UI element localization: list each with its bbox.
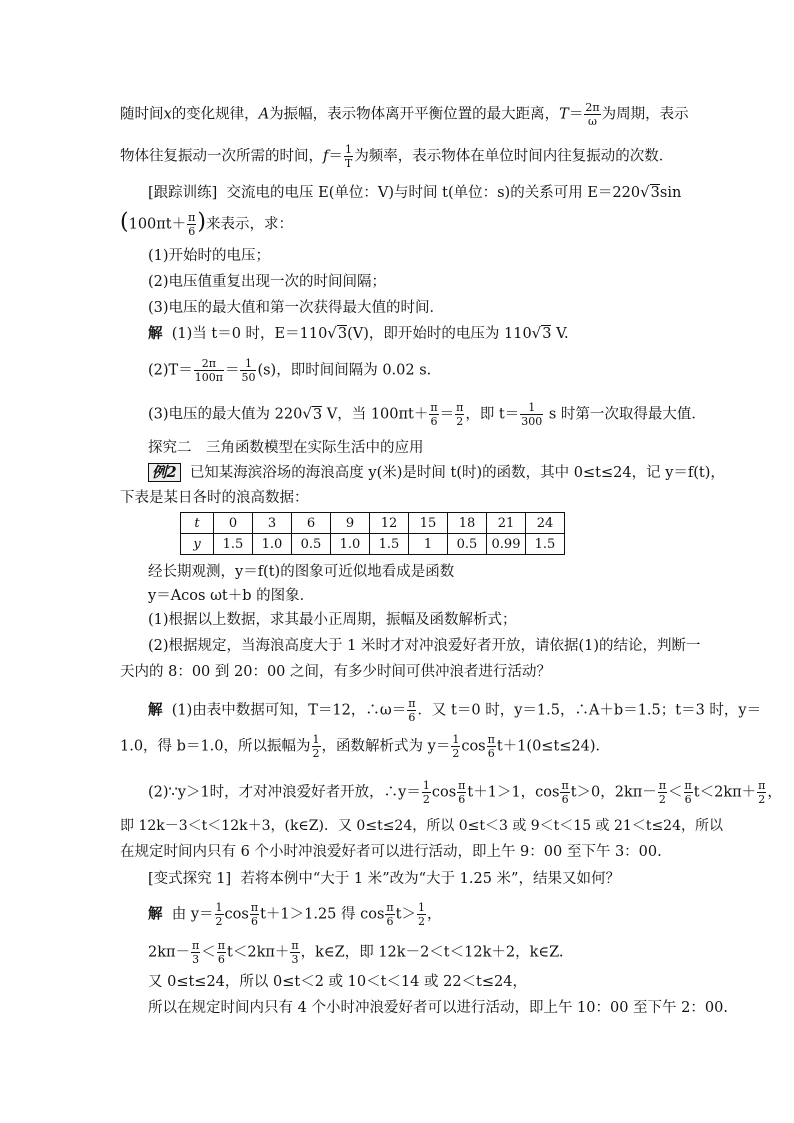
text: cos xyxy=(224,906,249,923)
text: t＜2kπ＋ xyxy=(693,784,757,801)
text: cos xyxy=(461,738,486,755)
text: sin xyxy=(659,185,682,201)
fraction-numerator: 1 xyxy=(240,358,256,371)
variant-1-question xyxy=(148,869,620,889)
table-header-cell: y xyxy=(181,534,214,555)
fraction-numerator: π xyxy=(456,401,464,414)
table-cell: 1 xyxy=(409,534,448,555)
fraction-denominator: 300 xyxy=(521,415,543,428)
text: ＝ xyxy=(224,362,240,379)
var-T: T xyxy=(559,106,569,123)
example-2-line-2: 下表是某日各时的浪高数据： xyxy=(120,490,309,506)
text: ．又 t＝0 时，y＝1.5，∴A＋b＝1.5；t＝3 时，y＝ xyxy=(417,702,762,719)
fraction xyxy=(217,940,226,965)
example-2-q1: (1)根据以上数据，求其最小正周期，振幅及函数解析式； xyxy=(148,612,517,628)
fraction xyxy=(520,402,543,427)
solution-label: 解 xyxy=(148,701,163,719)
text: 随时间 xyxy=(120,106,164,123)
fraction-denominator: T xyxy=(344,157,353,170)
fraction-denominator: 6 xyxy=(561,793,569,806)
text: 已知某海滨浴场的海浪高度 y(米)是时间 t(时)的函数，其中 0≤t≤24，记 y＝f(t)， xyxy=(189,465,725,481)
fraction-numerator: π xyxy=(192,939,200,952)
example-2-q2-line-2: 天内的 8：00 到 20：00 之间，有多少时间可供冲浪者进行活动？ xyxy=(120,664,552,680)
fraction-denominator: 6 xyxy=(386,915,394,928)
sqrt-value: 3 xyxy=(650,185,660,201)
fraction-numerator: π xyxy=(250,901,259,914)
paren-close: ) xyxy=(197,209,206,235)
fraction xyxy=(344,144,353,169)
text: t＜2kπ＋ xyxy=(227,944,290,961)
fraction-denominator: 2 xyxy=(758,793,766,806)
table-row xyxy=(181,534,565,555)
table-cell: 1.5 xyxy=(214,534,253,555)
fraction-numerator: π xyxy=(408,697,416,710)
table-cell: 0.5 xyxy=(448,534,487,555)
table-cell: 6 xyxy=(292,513,331,534)
fraction xyxy=(457,780,466,805)
fraction-numerator: π xyxy=(291,939,299,952)
fraction-denominator: 2 xyxy=(417,915,425,928)
fraction xyxy=(658,780,667,805)
radical-sign: √ xyxy=(302,404,312,423)
fraction xyxy=(487,734,496,759)
fraction-denominator: 6 xyxy=(458,793,466,806)
fraction-numerator: 1 xyxy=(520,402,543,415)
fraction-denominator: 2 xyxy=(456,415,464,428)
fraction-numerator: π xyxy=(458,779,466,792)
fraction-numerator: 1 xyxy=(452,733,460,746)
fraction-numerator: 2π xyxy=(194,358,224,371)
text: 100πt＋ xyxy=(128,216,187,233)
fraction xyxy=(215,902,224,927)
solution-label: 解 xyxy=(148,905,163,923)
fraction xyxy=(240,358,256,383)
fraction-numerator: π xyxy=(684,779,692,792)
table-cell: 18 xyxy=(448,513,487,534)
fraction-denominator: 2 xyxy=(422,793,430,806)
example-2-line-4: y＝Acos ωt＋b 的图象． xyxy=(148,588,315,604)
paren-open: ( xyxy=(120,209,129,235)
text: (3)电压的最大值为 220 xyxy=(148,406,303,423)
fraction xyxy=(757,780,766,805)
fraction-numerator: 1 xyxy=(345,143,353,156)
fraction-numerator: π xyxy=(386,901,394,914)
table-cell: 0.5 xyxy=(292,534,331,555)
training-sol3 xyxy=(148,402,706,427)
text: (1)当 t＝0 时，E＝110 xyxy=(171,326,328,342)
example-2-sol1-line-2 xyxy=(120,734,610,759)
text: t＞ xyxy=(395,906,416,923)
table-cell: 9 xyxy=(331,513,370,534)
fraction xyxy=(290,940,299,965)
table-cell: 0 xyxy=(214,513,253,534)
text: s 时第一次取得最大值． xyxy=(544,406,706,423)
fraction xyxy=(385,902,394,927)
text: ， xyxy=(426,906,442,923)
fraction xyxy=(455,402,464,427)
text: ＝ xyxy=(439,406,455,423)
training-line-1 xyxy=(148,182,681,203)
text: 1.0，得 b＝1.0，所以振幅为 xyxy=(120,738,311,755)
fraction-numerator: 1 xyxy=(422,779,430,792)
training-sol2 xyxy=(148,358,431,383)
example-2-sol1-line-1 xyxy=(148,698,761,723)
paragraph-1-line-2 xyxy=(120,144,673,169)
fraction xyxy=(560,780,569,805)
text: ＜ xyxy=(668,784,683,801)
fraction xyxy=(407,698,416,723)
text: (s)，即时间间隔为 0.02 s. xyxy=(257,362,432,379)
text: ， xyxy=(767,784,782,801)
fraction xyxy=(584,102,600,127)
fraction xyxy=(187,212,196,237)
example-2-sol2-line-3: 在规定时间内只有 6 个小时冲浪爱好者可以进行活动，即上午 9：00 至下午 3：00. xyxy=(120,844,662,860)
text: V，当 100πt＋ xyxy=(322,406,429,423)
example-2-line-1 xyxy=(148,463,725,483)
fraction xyxy=(429,402,438,427)
text: t＞0，2kπ－ xyxy=(570,784,657,801)
table-header-cell: t xyxy=(181,513,214,534)
training-sol1 xyxy=(148,323,569,344)
example-2-q2-line-1: (2)根据规定，当海浪高度大于 1 米时才对冲浪爱好者开放，请依据(1)的结论，判断一 xyxy=(148,638,701,654)
text: (2)T＝ xyxy=(148,362,193,379)
text: 来表示，求： xyxy=(205,216,293,233)
fraction-numerator: 1 xyxy=(417,901,425,914)
text: 为周期，表示 xyxy=(601,106,689,123)
text: ＝ xyxy=(568,106,584,123)
table-cell: 0.99 xyxy=(487,534,526,555)
radical-sign: √ xyxy=(531,324,542,342)
sqrt-value: 3 xyxy=(542,326,552,342)
text: 为频率，表示物体在单位时间内往复振动的次数． xyxy=(354,148,674,165)
training-q2: (2)电压值重复出现一次的时间间隔； xyxy=(148,274,387,290)
radical-sign: √ xyxy=(327,324,337,342)
text: ，即 t＝ xyxy=(465,406,520,423)
fraction-numerator: π xyxy=(561,779,569,792)
example-2-line-3: 经长期观测，y＝f(t)的图象可近似地看成是函数 xyxy=(148,564,455,580)
training-q3: (3)电压的最大值和第一次获得最大值的时间． xyxy=(148,300,445,316)
fraction-denominator: 3 xyxy=(192,953,200,966)
example-label: 例2 xyxy=(148,463,181,482)
fraction xyxy=(194,358,224,383)
table-cell: 1.0 xyxy=(331,534,370,555)
table-cell: 1.5 xyxy=(526,534,565,555)
fraction-numerator: π xyxy=(658,779,667,792)
fraction-numerator: 1 xyxy=(215,901,223,914)
text: ＝ xyxy=(328,148,343,165)
fraction-numerator: π xyxy=(430,401,438,414)
text: ，k∈Z，即 12k－2＜t＜12k＋2，k∈Z. xyxy=(300,944,564,961)
wave-height-table xyxy=(180,512,565,555)
text: 的变化规律， xyxy=(171,106,259,123)
text: 2kπ－ xyxy=(148,944,191,961)
fraction-denominator: 100π xyxy=(194,371,223,384)
fraction-denominator: 6 xyxy=(487,747,495,760)
table-cell: 3 xyxy=(253,513,292,534)
fraction xyxy=(451,734,460,759)
example-2-sol2-line-2: 即 12k－3＜t＜12k＋3，(k∈Z)．又 0≤t≤24，所以 0≤t＜3 或 9＜t＜15 或 21＜t≤24，所以 xyxy=(120,818,723,834)
fraction-denominator: 6 xyxy=(684,793,692,806)
text: 若将本例中“大于 1 米”改为“大于 1.25 米”，结果又如何？ xyxy=(240,871,620,887)
fraction-numerator: π xyxy=(188,211,196,224)
text: ，函数解析式为 y＝ xyxy=(321,738,451,755)
text: t＋1＞1.25 得 cos xyxy=(260,906,385,923)
fraction xyxy=(684,780,693,805)
paragraph-1-line-1 xyxy=(120,102,689,127)
var-f: f xyxy=(323,148,329,165)
fraction-denominator: 2 xyxy=(312,747,320,760)
text: t＋1(0≤t≤24)． xyxy=(496,738,611,755)
fraction-denominator: 6 xyxy=(430,415,438,428)
fraction xyxy=(191,940,200,965)
fraction-numerator: π xyxy=(758,779,766,792)
table-row xyxy=(181,513,565,534)
variant-1-line-2 xyxy=(148,940,564,965)
section-title: 探究二 三角函数模型在实际生活中的应用 xyxy=(148,440,424,456)
fraction-denominator: 2 xyxy=(215,915,223,928)
fraction-denominator: 3 xyxy=(291,953,299,966)
solution-label: 解 xyxy=(148,325,163,342)
text: (1)由表中数据可知，T＝12，∴ω＝ xyxy=(171,702,407,719)
text: 物体往复振动一次所需的时间， xyxy=(120,148,323,165)
fraction-numerator: 1 xyxy=(312,733,320,746)
fraction-denominator: 50 xyxy=(241,371,256,384)
sqrt-value: 3 xyxy=(337,326,348,342)
training-q1: (1)开始时的电压； xyxy=(148,248,271,264)
variant-label: [变式探究 1] xyxy=(148,871,232,887)
fraction-denominator: ω xyxy=(587,115,597,128)
text: 由 y＝ xyxy=(171,906,214,923)
var-x: x xyxy=(163,106,172,123)
table-cell: 24 xyxy=(526,513,565,534)
fraction xyxy=(422,780,431,805)
table-cell: 1.5 xyxy=(370,534,409,555)
variant-1-line-4: 所以在规定时间内只有 4 个小时冲浪爱好者可以进行活动，即上午 10：00 至下午 2：00. xyxy=(148,1000,728,1016)
example-2-sol2-line-1 xyxy=(148,780,782,805)
fraction-denominator: 6 xyxy=(250,915,258,928)
training-label: [跟踪训练] xyxy=(148,185,218,201)
fraction-denominator: 6 xyxy=(188,225,196,238)
radical-sign: √ xyxy=(640,183,650,201)
text: cos xyxy=(431,784,457,801)
text: (V)，即开始时的电压为 110 xyxy=(347,326,532,342)
fraction-numerator: π xyxy=(217,939,226,952)
sqrt-value: 3 xyxy=(312,406,323,423)
table-cell: 15 xyxy=(409,513,448,534)
text: 交流电的电压 E(单位：V)与时间 t(单位：s)的关系可用 E＝220 xyxy=(226,185,641,201)
table-cell: 12 xyxy=(370,513,409,534)
text: t＋1＞1，cos xyxy=(467,784,560,801)
text: (2)∵y＞1时，才对冲浪爱好者开放，∴y＝ xyxy=(148,784,421,801)
fraction-denominator: 6 xyxy=(217,953,225,966)
fraction-numerator: π xyxy=(487,733,495,746)
var-A: A xyxy=(258,106,270,123)
training-line-2 xyxy=(120,209,293,238)
fraction xyxy=(250,902,259,927)
text: 为振幅，表示物体离开平衡位置的最大距离， xyxy=(269,106,560,123)
variant-1-line-1 xyxy=(148,902,441,927)
fraction-numerator: 2π xyxy=(585,101,600,114)
fraction xyxy=(417,902,426,927)
fraction-denominator: 2 xyxy=(658,793,666,806)
table-cell: 1.0 xyxy=(253,534,292,555)
table-cell: 21 xyxy=(487,513,526,534)
fraction-denominator: 6 xyxy=(408,711,416,724)
fraction-denominator: 2 xyxy=(452,747,460,760)
variant-1-line-3: 又 0≤t≤24，所以 0≤t＜2 或 10＜t＜14 或 22＜t≤24， xyxy=(148,974,527,990)
text: V. xyxy=(551,326,569,342)
text: ＜ xyxy=(201,944,216,961)
fraction xyxy=(312,734,321,759)
